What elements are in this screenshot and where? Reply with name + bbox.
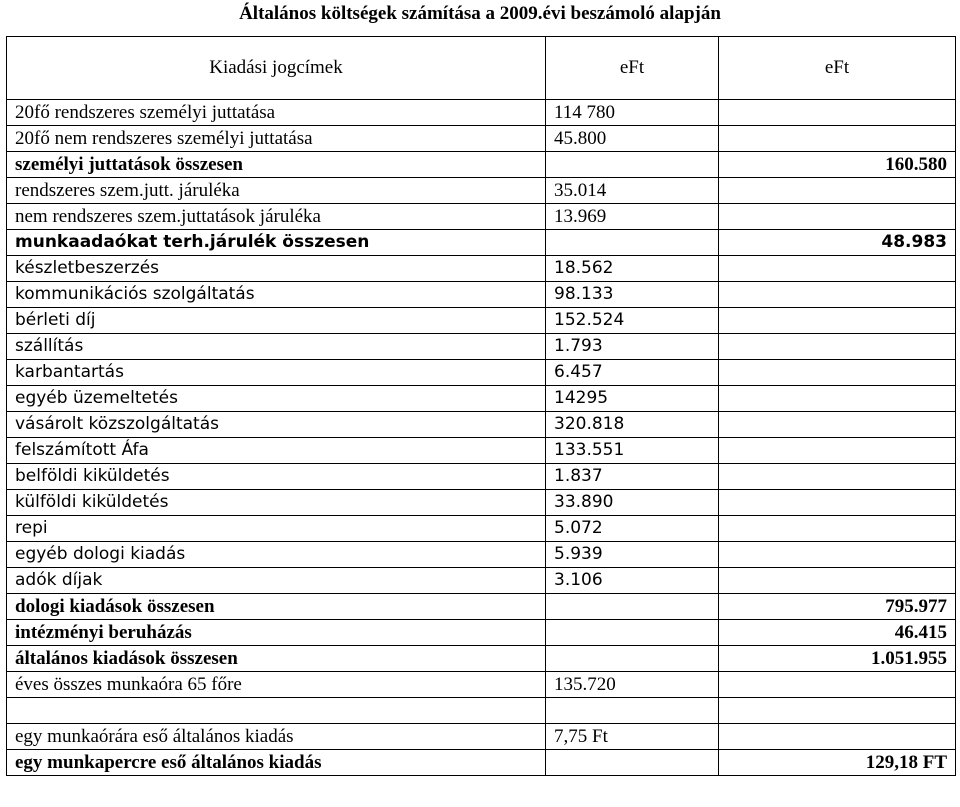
- row-total: [719, 386, 956, 412]
- row-total: [719, 516, 956, 542]
- table-header-row: [7, 37, 956, 100]
- row-label: külföldi kiküldetés: [7, 490, 546, 516]
- row-label: egyéb üzemeltetés: [7, 386, 546, 412]
- table-row: [7, 178, 956, 204]
- page-title: Általános költségek számítása a 2009.évi beszámoló alapján: [239, 3, 721, 24]
- table-row: [7, 750, 956, 776]
- table-row: [7, 204, 956, 230]
- row-amount: 152.524: [546, 308, 719, 334]
- row-amount: 14295: [546, 386, 719, 412]
- row-amount: 45.800: [546, 126, 719, 152]
- table-row: [7, 360, 956, 386]
- row-label: bérleti díj: [7, 308, 546, 334]
- table-spacer-row: [7, 698, 956, 724]
- row-amount: 6.457: [546, 360, 719, 386]
- row-amount: [546, 230, 719, 256]
- row-total: [719, 490, 956, 516]
- row-label: egyéb dologi kiadás: [7, 542, 546, 568]
- table-row: [7, 412, 956, 438]
- table-row: [7, 308, 956, 334]
- row-amount: 320.818: [546, 412, 719, 438]
- row-total: [719, 178, 956, 204]
- row-total: 46.415: [719, 620, 956, 646]
- table-row: [7, 100, 956, 126]
- table-row: [7, 282, 956, 308]
- table-row: [7, 438, 956, 464]
- header-eft-amount: eFt: [546, 37, 719, 100]
- table-row: [7, 386, 956, 412]
- row-label: munkaadaókat terh.járulék összesen: [7, 230, 546, 256]
- row-total: 795.977: [719, 594, 956, 620]
- row-amount: [546, 750, 719, 776]
- row-label: 20fő rendszeres személyi juttatása: [7, 100, 546, 126]
- row-label: általános kiadások összesen: [7, 646, 546, 672]
- table-row: [7, 126, 956, 152]
- row-amount: [546, 152, 719, 178]
- row-total: [719, 568, 956, 594]
- row-label: egy munkapercre eső általános kiadás: [7, 750, 546, 776]
- row-label: intézményi beruházás: [7, 620, 546, 646]
- row-total: [719, 438, 956, 464]
- row-total: [719, 672, 956, 698]
- row-amount: 18.562: [546, 256, 719, 282]
- row-label: kommunikációs szolgáltatás: [7, 282, 546, 308]
- row-total: 160.580: [719, 152, 956, 178]
- row-label: rendszeres szem.jutt. járuléka: [7, 178, 546, 204]
- header-eft-total: eFt: [719, 37, 956, 100]
- row-amount: [546, 698, 719, 724]
- row-total: [719, 724, 956, 750]
- row-total: 48.983: [719, 230, 956, 256]
- table-row: [7, 230, 956, 256]
- table-row: [7, 646, 956, 672]
- row-label: karbantartás: [7, 360, 546, 386]
- row-total: [719, 308, 956, 334]
- table-row: [7, 256, 956, 282]
- row-total: [719, 360, 956, 386]
- row-label: felszámított Áfa: [7, 438, 546, 464]
- row-amount: [546, 646, 719, 672]
- row-amount: 114 780: [546, 100, 719, 126]
- row-amount: 1.793: [546, 334, 719, 360]
- table-row: [7, 464, 956, 490]
- row-amount: 35.014: [546, 178, 719, 204]
- row-total: 129,18 FT: [719, 750, 956, 776]
- table-row: [7, 620, 956, 646]
- row-amount: 7,75 Ft: [546, 724, 719, 750]
- row-total: [719, 698, 956, 724]
- row-amount: 1.837: [546, 464, 719, 490]
- table-row: [7, 724, 956, 750]
- row-label: adók díjak: [7, 568, 546, 594]
- table-row: [7, 568, 956, 594]
- row-label: készletbeszerzés: [7, 256, 546, 282]
- row-label: személyi juttatások összesen: [7, 152, 546, 178]
- row-amount: 98.133: [546, 282, 719, 308]
- row-total: [719, 542, 956, 568]
- row-amount: 133.551: [546, 438, 719, 464]
- row-label: [7, 698, 546, 724]
- table-row: [7, 594, 956, 620]
- table-row: [7, 152, 956, 178]
- table-row: [7, 672, 956, 698]
- row-amount: 5.939: [546, 542, 719, 568]
- table-row: [7, 516, 956, 542]
- row-total: [719, 412, 956, 438]
- row-amount: 13.969: [546, 204, 719, 230]
- row-total: [719, 126, 956, 152]
- row-label: 20fő nem rendszeres személyi juttatása: [7, 126, 546, 152]
- row-label: éves összes munkaóra 65 főre: [7, 672, 546, 698]
- row-amount: [546, 620, 719, 646]
- row-total: [719, 464, 956, 490]
- table-row: [7, 334, 956, 360]
- table-row: [7, 542, 956, 568]
- row-label: nem rendszeres szem.juttatások járuléka: [7, 204, 546, 230]
- row-total: [719, 204, 956, 230]
- row-label: egy munkaórára eső általános kiadás: [7, 724, 546, 750]
- row-label: repi: [7, 516, 546, 542]
- row-label: belföldi kiküldetés: [7, 464, 546, 490]
- header-expense-category: Kiadási jogcímek: [7, 37, 546, 100]
- row-total: [719, 256, 956, 282]
- table-row: [7, 490, 956, 516]
- row-total: [719, 334, 956, 360]
- row-total: 1.051.955: [719, 646, 956, 672]
- row-label: dologi kiadások összesen: [7, 594, 546, 620]
- row-amount: 135.720: [546, 672, 719, 698]
- row-amount: 5.072: [546, 516, 719, 542]
- row-amount: 3.106: [546, 568, 719, 594]
- cost-table: [6, 36, 956, 776]
- row-amount: 33.890: [546, 490, 719, 516]
- row-label: vásárolt közszolgáltatás: [7, 412, 546, 438]
- row-total: [719, 282, 956, 308]
- cost-table-body: [7, 37, 956, 776]
- row-label: szállítás: [7, 334, 546, 360]
- row-total: [719, 100, 956, 126]
- row-amount: [546, 594, 719, 620]
